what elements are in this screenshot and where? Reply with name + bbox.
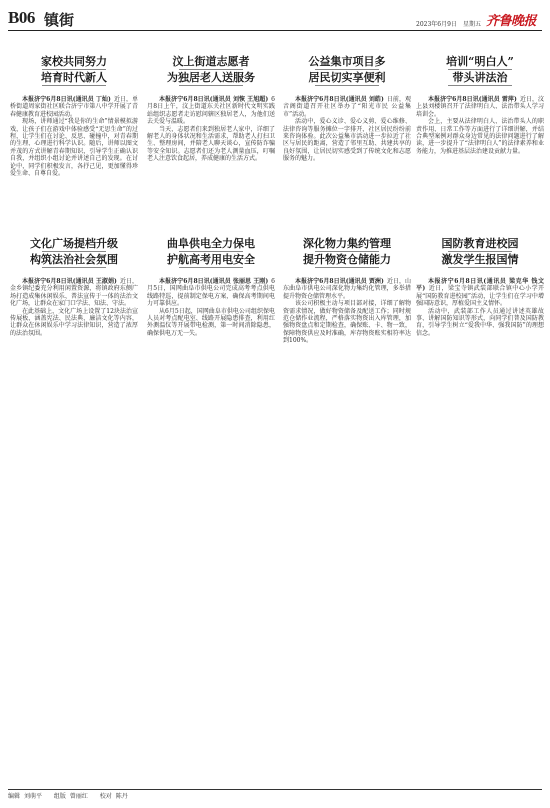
article-body [147, 278, 275, 337]
issue-date: 2023年6月9日 [416, 21, 457, 28]
dateline: 本报济宁6月8日讯(通讯员 刘恢 王旭超) [159, 96, 269, 103]
page-code: B06 [8, 8, 35, 27]
headline-line-2: 护航高考用电安全 [147, 252, 275, 268]
paragraph-text: 近日，汶上县刘楼镇召开了法律明白人、法治带头人学习培训会。 [416, 96, 544, 118]
page-footer [8, 789, 542, 801]
dateline: 本报济宁6月8日讯(通讯员 丁灿) [22, 96, 111, 103]
paragraph [416, 96, 544, 118]
paragraph [283, 96, 411, 118]
paragraph-text: 6月8日上午，汶上街道东关社区新时代文明实践站组织志愿者走访慰问辖区独居老人，为他们送去关爱与温暖。 [147, 96, 275, 126]
paragraph [10, 96, 138, 118]
headline-line-2: 培育时代新人 [10, 70, 138, 86]
dateline: 本报济宁6月8日讯(通讯员 贾洲) [295, 278, 384, 285]
article-body [283, 278, 411, 345]
paragraph [147, 278, 275, 308]
article-body [416, 278, 544, 337]
headline-line-1: 家校共同努力 [10, 54, 138, 70]
headline-line-2: 激发学生报国情 [416, 252, 544, 268]
article-7 [283, 236, 411, 345]
editor-name: 刘萌平 [23, 793, 42, 800]
layout-label: 组版 [53, 793, 66, 800]
dateline: 本报济宁6月8日讯(通讯员 王淑娟) [22, 278, 117, 285]
article-body [10, 96, 138, 177]
newspaper-logo: 齐鲁晚报 [486, 14, 537, 29]
paragraph [147, 96, 275, 126]
layout-name: 曾丽红 [69, 793, 88, 800]
dateline: 本报济宁6月8日讯(通讯员 雷萍) [428, 96, 517, 103]
headline-line-1: 培训“明白人” [416, 54, 544, 70]
headline-line-1: 曲阜供电全力保电 [147, 236, 275, 252]
paragraph: 会上，主要从法律明白人、法治带头人的职责作用、日常工作等方面进行了详细讲解，并结合典型案例对群众身边常见的法律问题进行了解读，进一步提升了“法律明白人”的法律素养和业务能力，为推进基层法治建设贡献力量。 [416, 118, 544, 155]
paragraph: 从6月5日起，国网曲阜市供电公司组织保电人员对考点配电室、线路开展隐患排查，利用红外测温仪等开展带电检测，第一时间消除隐患，确保供电万无一失。 [147, 307, 275, 337]
headline-line-2: 提升物资仓储能力 [283, 252, 411, 268]
paragraph: 当天，志愿者们来到独居老人家中，详细了解老人的身体状况和生活需求，帮助老人打扫卫生、整理房间，并陪老人聊天谈心，宣传防诈骗等安全知识。志愿者们还为老人测量血压，叮嘱老人注意饮食起居，养成健康的生活方式。 [147, 125, 275, 163]
article-5 [10, 236, 138, 337]
headline-line-2: 居民切实享便利 [283, 70, 411, 86]
article-1 [10, 54, 138, 177]
paragraph: 活动中，武装部工作人员通过讲述英雄故事、讲解国防知识等形式，向同学们普及国防教育，引导学生树立“爱我中华、强我国防”的理想信念。 [416, 307, 544, 337]
paragraph [283, 278, 411, 300]
paragraph: 该公司积极主动与项目部对接，详细了解物资需求情况，做好物资储备及配送工作；同时规范仓储作业流程，严格落实物资出入库管理，加强物资盘点和定期检查，确保账、卡、物一致，保障物资供应及时准确，库存物资账实相符率达到100%。 [283, 300, 411, 345]
paragraph-text: 日前，观音阁街道召开社区举办了“阳光市民 公益集市”活动。 [283, 96, 411, 118]
headline-line-2: 构筑法治社会氛围 [10, 252, 138, 268]
paragraph: 活动中，爱心义诊、爱心义剪、爱心维修、法律咨询等服务摊位一字排开，社区居民纷纷前来咨询体验。此次公益集市活动进一步拉近了社区与居民的距离，营造了邻里互助、共建共享的良好氛围，让居民切实感受到了传统文化和志愿服务的魅力。 [283, 118, 411, 163]
paragraph-text: 6月5日，国网曲阜市供电公司完成高考考点供电线路特巡，提前制定保电方案，确保高考期间电力可靠供应。 [147, 278, 275, 308]
paragraph-text: 近日，山东曲阜市供电公司深化物力集约化管理，多举措提升物资仓储管理水平。 [283, 278, 411, 300]
paragraph: 在此基础上，文化广场上设置了12块法治宣传展板，涵盖宪法、民法典、廉洁文化等内容，让群众在休闲娱乐中学习法律知识，营造了浓厚的法治氛围。 [10, 307, 138, 337]
dateline: 本报济宁6月8日讯(通讯员 张丽思 王刚) [159, 278, 269, 285]
article-body [283, 96, 411, 163]
section-title: 镇街 [44, 11, 75, 29]
article-8 [416, 236, 544, 337]
article-body [147, 96, 275, 163]
issue-weekday: 星期五 [463, 21, 482, 28]
article-body [416, 96, 544, 155]
article-4 [416, 54, 544, 155]
paragraph: 现场，讲师通过“我是你的生命”情景模拟游戏，让孩子们在游戏中体验感受“无思生命”的过程，让学生们在讨论、反思、碰撞中，对青春期的生理、心理进行科学认识。随后，讲师以图文并茂的方式讲解青春期知识，引导学生正确认识自我，并组织小组讨论并讲述自己的发现。在讨论中，同学们积极发言，各抒己见，更加懂得珍爱生命、自尊自爱。 [10, 118, 138, 178]
paragraph-text: 近日，单桥街道周家街社区联合济宁市第八中学开展了青春健康教育进校园活动。 [10, 96, 138, 118]
headline-line-1: 国防教育进校园 [416, 236, 544, 252]
article-6 [147, 236, 275, 337]
headline-line-1: 公益集市项目多 [283, 54, 411, 70]
article-2 [147, 54, 275, 163]
proof-label: 校对 [99, 793, 112, 800]
paragraph [416, 278, 544, 308]
paragraph-text: 近日，梁宝寺镇武装部联合镇中心小学开展“国防教育进校园”活动，让学生们在学习中增强国防意识，厚植爱国主义情怀。 [416, 285, 544, 308]
article-body [10, 278, 138, 337]
paragraph [10, 278, 138, 308]
headline-line-1: 汶上街道志愿者 [147, 54, 275, 70]
paragraph-text: 近日，金乡镇纪委充分利用闲置资源，将镇政府东侧广场打造成集休闲娱乐、普法宣传于一体的法治文化广场，让群众在家门口学法、知法、守法。 [10, 278, 138, 308]
article-3 [283, 54, 411, 163]
headline-line-1: 文化广场提档升级 [10, 236, 138, 252]
headline-line-2: 带头讲法治 [416, 70, 544, 86]
page-header [8, 6, 542, 31]
editor-label: 编辑 [8, 793, 21, 800]
proof-name: 陈丹 [115, 793, 128, 800]
headline-line-1: 深化物力集约管理 [283, 236, 411, 252]
dateline: 本报济宁6月8日讯(通讯员 刘皓) [295, 96, 384, 103]
headline-line-2: 为独居老人送服务 [147, 70, 275, 86]
dateline: 本报济宁6月8日讯(通讯员 梁克华 钱文平) [416, 278, 544, 293]
